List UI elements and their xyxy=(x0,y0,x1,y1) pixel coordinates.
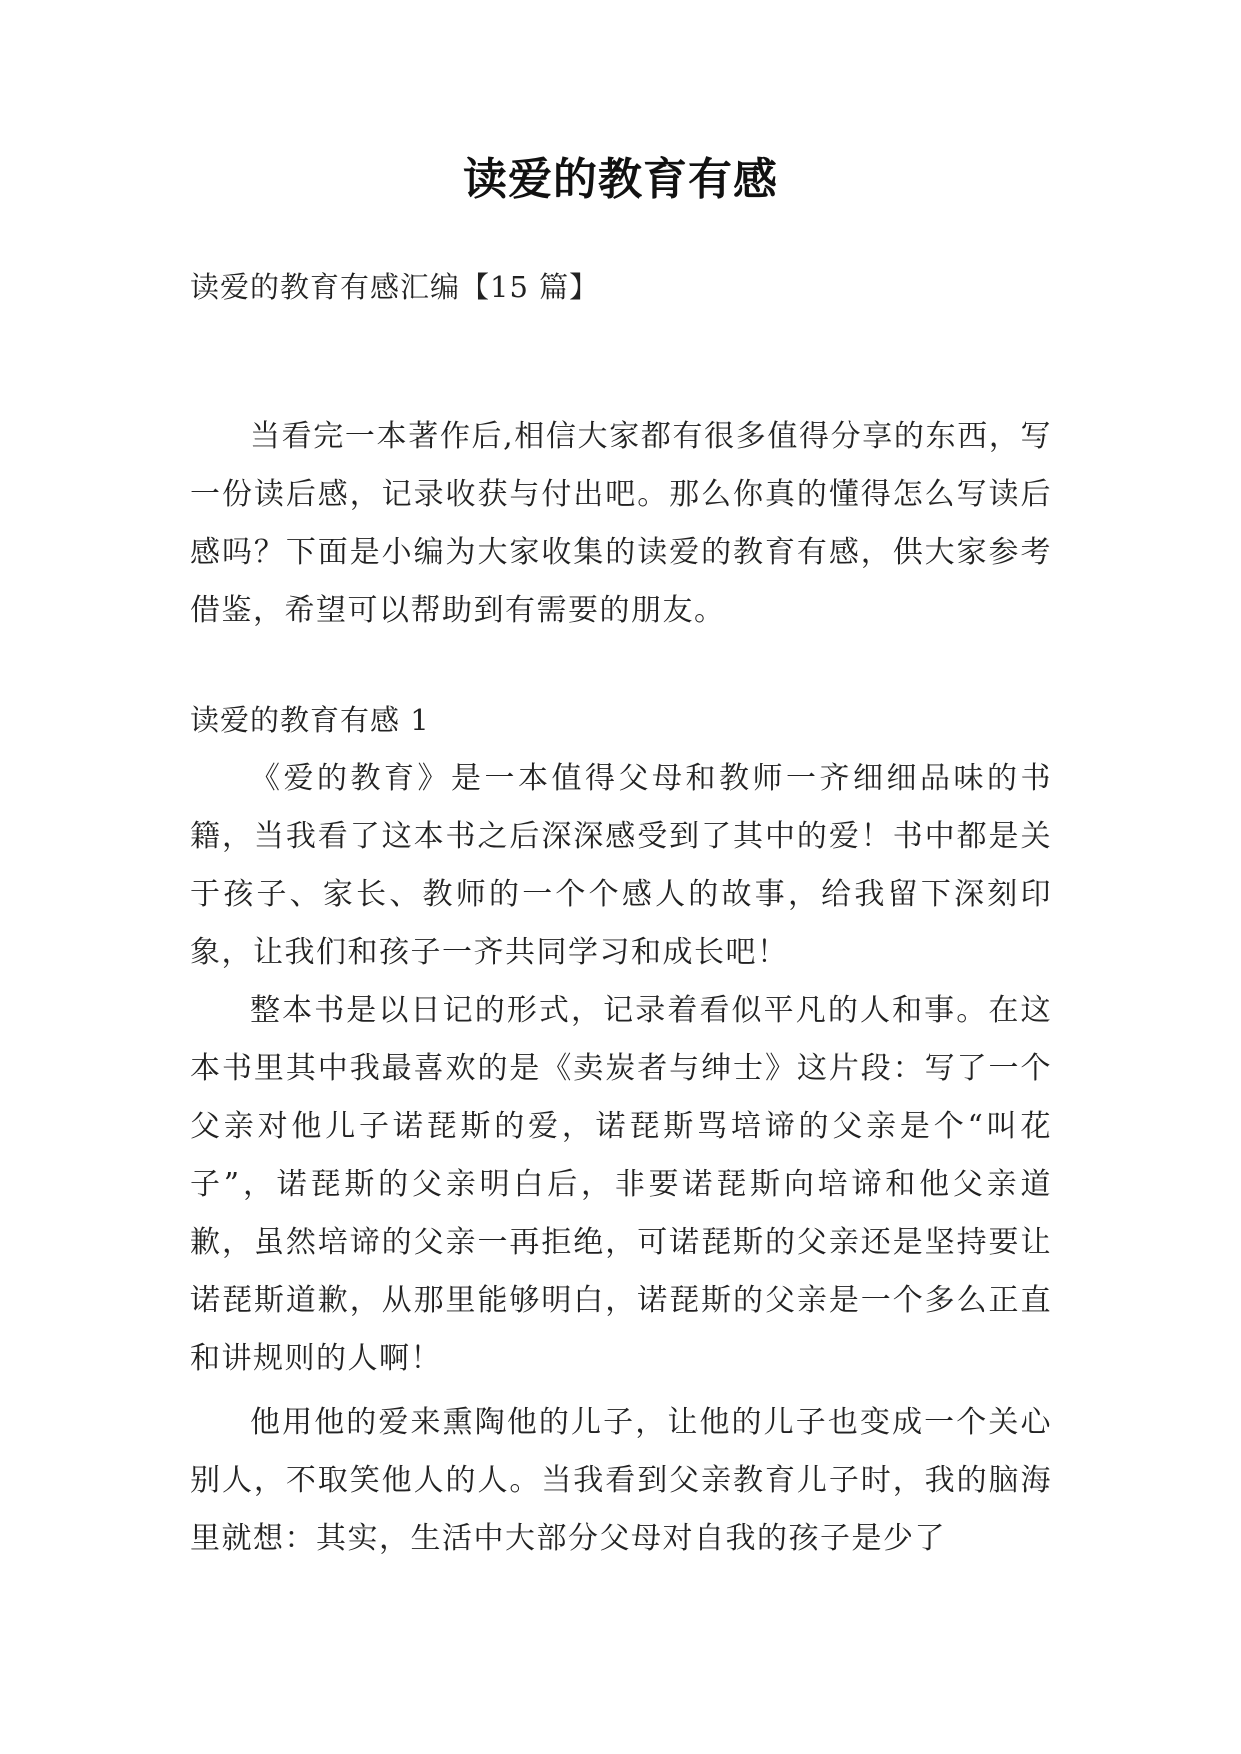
body-paragraph-1: 《爱的教育》是一本值得父母和教师一齐细细品味的书籍，当我看了这本书之后深深感受到了其中的爱！书中都是关于孩子、家长、教师的一个个感人的故事，给我留下深刻印象，让我们和孩子一齐共同学习和成长吧！ xyxy=(190,761,1052,970)
body-paragraph-2: 整本书是以日记的形式，记录着看似平凡的人和事。在这本书里其中我最喜欢的是《卖炭者与绅士》这片段：写了一个父亲对他儿子诺琵斯的爱，诺琵斯骂培谛的父亲是个“叫花子”，诺琵斯的父亲明白后，非要诺琵斯向培谛和他父亲道歉，虽然培谛的父亲一再拒绝，可诺琵斯的父亲还是坚持要让诺琵斯道歉，从那里能够明白，诺琵斯的父亲是一个多么正直和讲规则的人啊！ xyxy=(190,993,1052,1376)
section-heading: 读爱的教育有感 1 xyxy=(190,703,430,737)
document-subtitle: 读爱的教育有感汇编【15 篇】 xyxy=(190,270,600,304)
document-title: 读爱的教育有感 xyxy=(463,154,778,205)
intro-paragraph: 当看完一本著作后,相信大家都有很多值得分享的东西，写一份读后感，记录收获与付出吧。那么你真的懂得怎么写读后感吗？下面是小编为大家收集的读爱的教育有感，供大家参考借鉴，希望可以帮助到有需要的朋友。 xyxy=(190,419,1052,628)
body-paragraph-3: 他用他的爱来熏陶他的儿子，让他的儿子也变成一个关心别人，不取笑他人的人。当我看到父亲教育儿子时，我的脑海里就想：其实，生活中大部分父母对自我的孩子是少了 xyxy=(190,1405,1052,1556)
